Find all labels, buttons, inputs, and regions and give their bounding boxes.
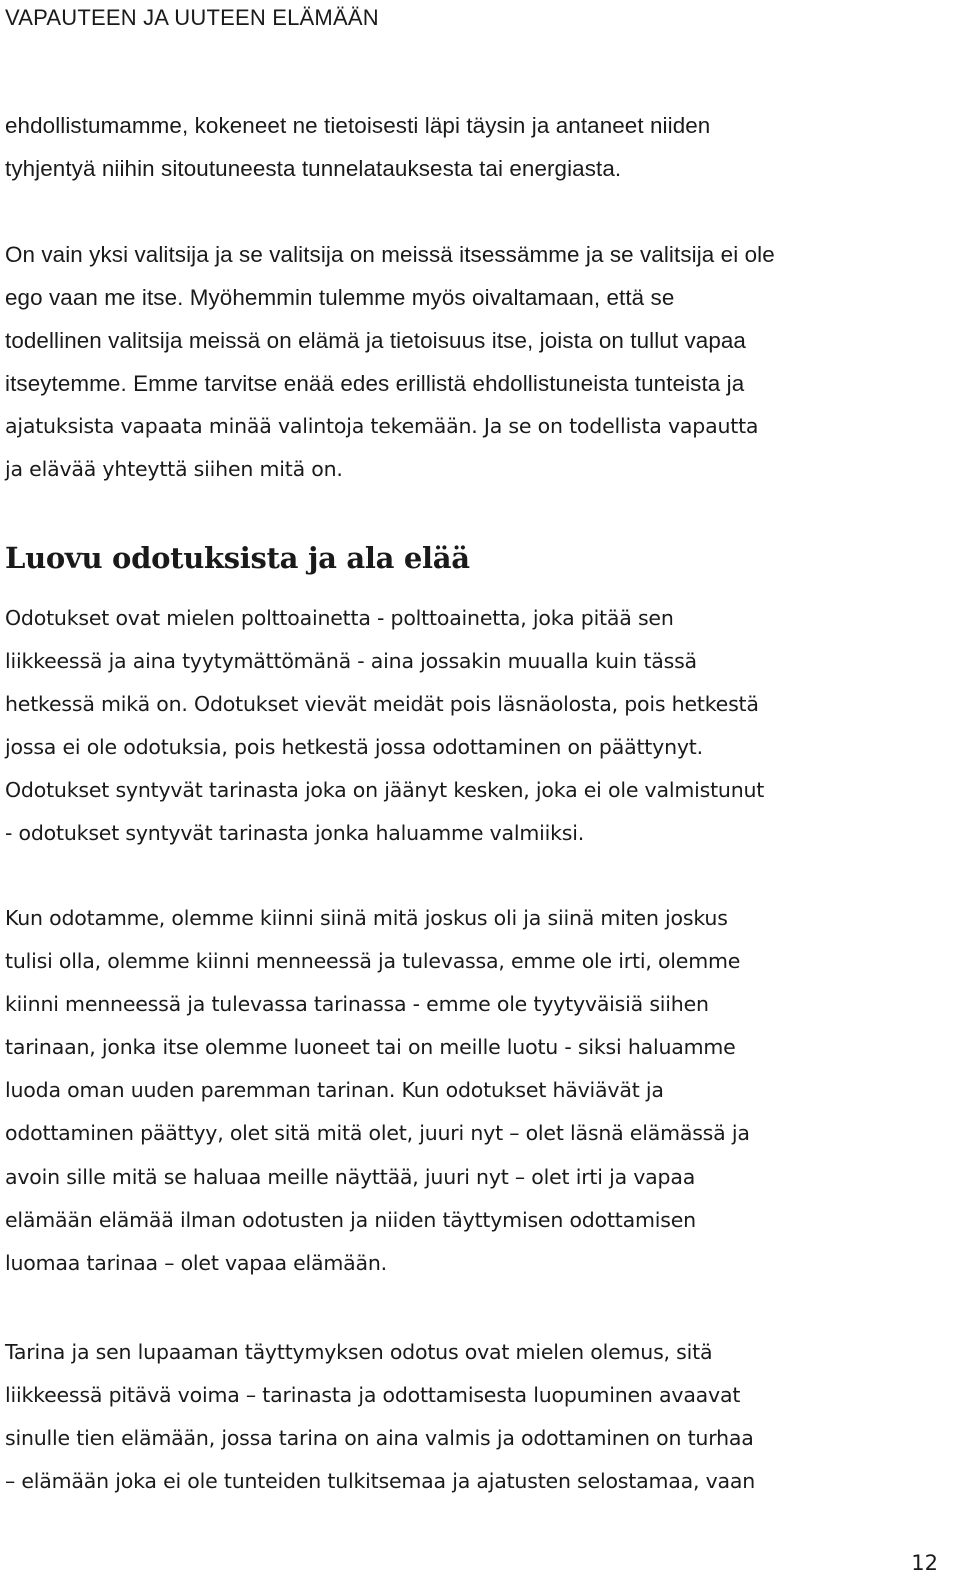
text-line: Tarina ja sen lupaaman täyttymyksen odotus ovat mielen olemus, sitä <box>5 1340 713 1364</box>
paragraph-waiting <box>5 897 750 1285</box>
text-line: liikkeessä pitävä voima – tarinasta ja odottamisesta luopuminen avaavat <box>5 1383 741 1408</box>
page-number: 12 <box>911 1551 938 1575</box>
text-line: odottaminen päättyy, olet sitä mitä olet, juuri nyt – olet läsnä elämässä ja <box>5 1121 750 1146</box>
paragraph-intro <box>5 104 710 190</box>
text-line: ja elävää yhteyttä siihen mitä on. <box>5 457 343 481</box>
text-line: sinulle tien elämään, jossa tarina on aina valmis ja odottaminen on turhaa <box>5 1426 754 1451</box>
text-line: jossa ei ole odotuksia, pois hetkestä jossa odottaminen on päättynyt. <box>5 735 703 759</box>
text-line: luomaa tarinaa – olet vapaa elämään. <box>5 1250 387 1275</box>
text-line: tulisi olla, olemme kiinni menneessä ja tulevassa, emme ole irti, olemme <box>5 949 741 974</box>
text-line: tarinaan, jonka itse olemme luoneet tai on meille luotu - siksi haluamme <box>5 1035 736 1060</box>
text-line: Kun odotamme, olemme kiinni siinä mitä joskus oli ja siinä miten joskus <box>5 906 728 930</box>
text-line: itseytemme. Emme tarvitse enää edes erillistä ehdollistuneista tunteista ja <box>5 371 745 396</box>
section-heading: Luovu odotuksista ja ala elää <box>5 541 470 575</box>
text-line: kiinni menneessä ja tulevassa tarinassa - emme ole tyytyväisiä siihen <box>5 992 709 1017</box>
paragraph-story <box>5 1331 755 1503</box>
text-line: – elämään joka ei ole tunteiden tulkitsemaa ja ajatusten selostamaa, vaan <box>5 1469 756 1494</box>
paragraph-expectations <box>5 597 764 855</box>
paragraph-chooser <box>5 233 775 491</box>
text-line: avoin sille mitä se haluaa meille näyttää, juuri nyt – olet irti ja vapaa <box>5 1164 696 1189</box>
text-line: ego vaan me itse. Myöhemmin tulemme myös oivaltamaan, että se <box>5 285 675 310</box>
running-header: VAPAUTEEN JA UUTEEN ELÄMÄÄN <box>5 5 379 30</box>
text-line: liikkeessä ja aina tyytymättömänä - aina jossakin muualla kuin tässä <box>5 649 697 673</box>
text-line: Odotukset ovat mielen polttoainetta - polttoainetta, joka pitää sen <box>5 606 674 630</box>
text-line: Odotukset syntyvät tarinasta joka on jäänyt kesken, joka ei ole valmistunut <box>5 778 765 802</box>
text-line: ajatuksista vapaata minää valintoja tekemään. Ja se on todellista vapautta <box>5 414 759 438</box>
text-line: todellinen valitsija meissä on elämä ja tietoisuus itse, joista on tullut vapaa <box>5 328 746 353</box>
text-line: tyhjentyä niihin sitoutuneesta tunnelatauksesta tai energiasta. <box>5 156 622 181</box>
text-line: ehdollistumamme, kokeneet ne tietoisesti läpi täysin ja antaneet niiden <box>5 113 711 138</box>
text-line: hetkessä mikä on. Odotukset vievät meidät pois läsnäolosta, pois hetkestä <box>5 692 759 716</box>
text-line: - odotukset syntyvät tarinasta jonka haluamme valmiiksi. <box>5 821 585 845</box>
text-line: elämään elämää ilman odotusten ja niiden täyttymisen odottamisen <box>5 1207 696 1232</box>
text-line: On vain yksi valitsija ja se valitsija on meissä itsessämme ja se valitsija ei ole <box>5 242 775 267</box>
text-line: luoda oman uuden paremman tarinan. Kun odotukset häviävät ja <box>5 1078 664 1103</box>
